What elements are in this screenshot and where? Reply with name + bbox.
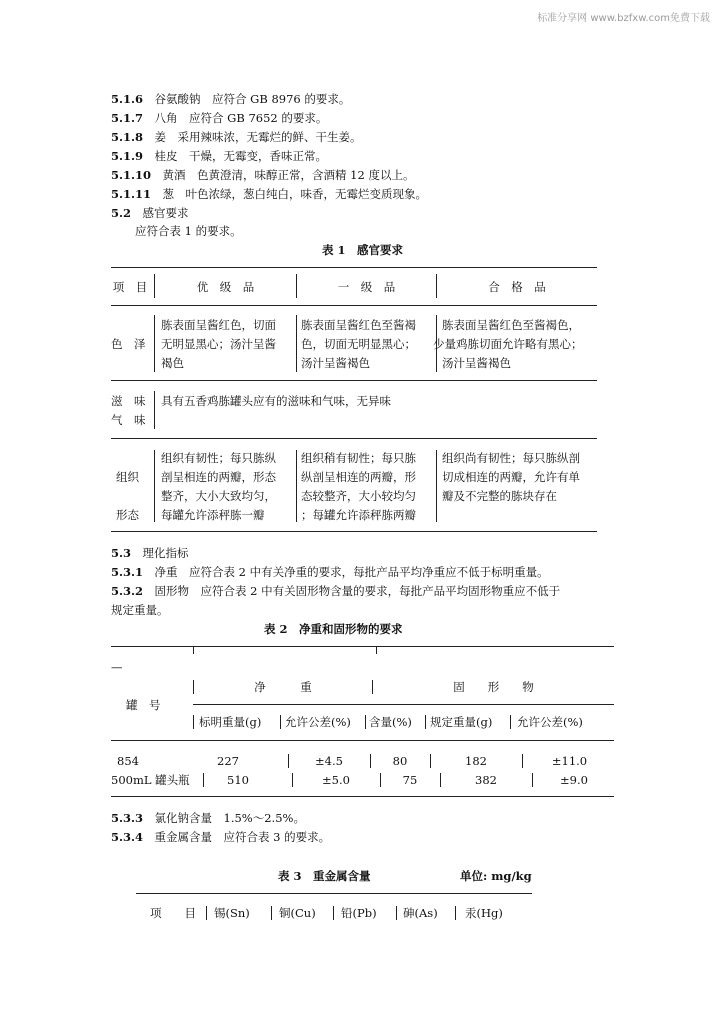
table1-header-item: 项 目 [112, 280, 148, 294]
table1-row-texture-qualified: 瓣及不完整的胨块存在 [442, 489, 557, 503]
clause-5-1-11: 5.1.11 葱 叶色浓绿，葱白纯白，味香，无霉烂变质现象。 [111, 187, 428, 201]
table2-row-divider [380, 773, 381, 787]
table2-row-500ml-tolerance: ±5.0 [322, 773, 350, 787]
table3-header-copper: 铜(Cu) [279, 906, 316, 920]
table2-row-divider [522, 754, 523, 768]
table1-row-color-premium: 褐色 [161, 356, 184, 370]
table2-row-854-content: 80 [392, 754, 408, 768]
table2-row-854-specified: 182 [465, 754, 487, 768]
table3-divider [206, 906, 207, 920]
table1-row-texture-premium: 整齐，大小大致均匀， [161, 489, 276, 503]
table1-row-texture-item: 组织 [116, 470, 139, 484]
table1-row-texture-first: 态较整齐，大小较均匀 [301, 489, 416, 503]
table2-tick [376, 646, 377, 654]
table2-sub-divider [510, 715, 511, 729]
table1-row-color-qualified: 少量鸡胨切面允许略有黑心； [433, 337, 583, 351]
section-5-3-heading: 5.3 理化指标 [111, 546, 189, 560]
table1-row-texture-qualified: 切成相连的两瓣，允许有单 [442, 470, 580, 484]
table2-caption: 表 2 净重和固形物的要求 [264, 622, 403, 636]
table2-dash: — [111, 660, 123, 674]
table1-row-color-qualified: 胨表面呈酱红色至酱褐色， [442, 318, 580, 332]
clause-5-3-2-cont: 规定重量。 [111, 603, 169, 617]
table1-row-texture-qualified: 组织尚有韧性；每只胨纵剖 [442, 451, 580, 465]
clause-5-1-7: 5.1.7 八角 应符合 GB 7652 的要求。 [111, 111, 328, 125]
table2-sub-divider [280, 715, 281, 729]
section-5-2-body: 应符合表 1 的要求。 [135, 224, 242, 238]
table2-top-rule [111, 646, 614, 647]
table2-sub-solids-tolerance: 允许公差(%) [517, 715, 583, 729]
table1-row-color-first: 色，切面无明显黑心； [301, 337, 416, 351]
clause-5-1-9: 5.1.9 桂皮 干燥，无霉变，香味正常。 [111, 149, 328, 163]
table2-row-854-code: 854 [117, 754, 139, 768]
table1-row-divider [154, 391, 155, 429]
table2-row-500ml-code: 500mL 罐头瓶 [111, 773, 190, 787]
table2-row-500ml-solids-tolerance: ±9.0 [560, 773, 588, 787]
table3-caption: 表 3 重金属含量 [278, 869, 371, 883]
table1-row-texture-premium: 剖呈相连的两瓣，形态 [161, 470, 276, 484]
table1-row-color-premium: 胨表面呈酱红色，切面 [161, 318, 276, 332]
table2-row-500ml-specified: 382 [475, 773, 497, 787]
table1-row-divider [436, 450, 437, 522]
table2-sub-specified-weight: 规定重量(g) [430, 715, 493, 729]
table1-row-color-qualified: 汤汁呈酱褐色 [442, 356, 511, 370]
section-5-2-heading: 5.2 感官要求 [111, 206, 189, 220]
clause-5-3-3: 5.3.3 氯化钠含量 1.5%～2.5%。 [111, 811, 305, 825]
table3-unit: 单位: mg/kg [460, 869, 532, 883]
table2-row-854-labeled: 227 [217, 754, 239, 768]
table1-row-divider [154, 450, 155, 522]
table2-sub-divider [365, 715, 366, 729]
table2-row-divider [532, 773, 533, 787]
table2-row-divider [430, 754, 431, 768]
table1-row-color-premium: 无明显黑心；汤汁呈酱 [161, 337, 276, 351]
table2-sub-divider [193, 715, 194, 729]
table1-row-rule [111, 380, 597, 381]
table1-caption: 表 1 感官要求 [322, 243, 404, 257]
table1-bottom-rule [111, 531, 597, 532]
table2-row-500ml-labeled: 510 [227, 773, 249, 787]
table2-group-solids: 固 形 物 [453, 680, 534, 694]
table1-row-texture-first: 组织稍有韧性；每只胨 [301, 451, 416, 465]
table3-header-tin: 锡(Sn) [214, 906, 250, 920]
table1-top-rule [111, 267, 597, 268]
table1-header-rule [111, 305, 597, 306]
table3-divider [455, 906, 456, 920]
table2-sub-labeled-weight: 标明重量(g) [199, 715, 262, 729]
table2-sub-divider [425, 715, 426, 729]
table3-header-arsenic: 砷(As) [403, 906, 438, 920]
table3-header-lead: 铅(Pb) [341, 906, 377, 920]
clause-5-3-1: 5.3.1 净重 应符合表 2 中有关净重的要求，每批产品平均净重应不低于标明重量。 [111, 565, 549, 579]
table1-row-taste-item: 滋 味 [111, 394, 146, 408]
table1-row-texture-first: 纵剖呈相连的两瓣，形 [301, 470, 416, 484]
table2-group-net-weight: 净 重 [254, 680, 312, 694]
table2-sub-content: 含量(%) [369, 715, 412, 729]
table1-row-texture-first: ；每罐允许添秤胨两瓣 [301, 508, 416, 522]
table1-header-premium: 优 级 品 [196, 280, 255, 294]
table1-row-taste-merged: 具有五香鸡胨罐头应有的滋味和气味，无异味 [161, 394, 391, 408]
table1-row-texture-item: 形态 [116, 508, 139, 522]
table1-row-divider [296, 315, 297, 372]
watermark: 标准分享网 www.bzfxw.com免费下载 [537, 13, 710, 24]
table2-sub-tolerance: 允许公差(%) [285, 715, 351, 729]
table3-header-mercury: 汞(Hg) [465, 906, 503, 920]
table1-row-color-first: 汤汁呈酱褐色 [301, 356, 370, 370]
table2-tick [193, 646, 194, 654]
table2-row-divider [203, 773, 204, 787]
clause-5-3-2: 5.3.2 固形物 应符合表 2 中有关固形物含量的要求，每批产品平均固形物重应不低于 [111, 584, 561, 598]
table1-row-divider [296, 450, 297, 522]
table2-stub: 罐 号 [126, 698, 161, 712]
table1-row-texture-premium: 组织有韧性；每只胨纵 [161, 451, 276, 465]
table1-row-texture-premium: 每罐允许添秤胨一瓣 [161, 508, 265, 522]
table2-header-rule [111, 740, 614, 741]
table3-top-rule [136, 893, 532, 894]
table2-row-854-tolerance: ±4.5 [315, 754, 343, 768]
table3-divider [396, 906, 397, 920]
table1-header-first: 一 级 品 [337, 280, 396, 294]
table1-row-rule [111, 438, 597, 439]
clause-5-1-10: 5.1.10 黄酒 色黄澄清，味醇正常，含酒精 12 度以上。 [111, 168, 415, 182]
table3-divider [333, 906, 334, 920]
table2-row-divider [292, 773, 293, 787]
table1-row-taste-item: 气 味 [111, 413, 146, 427]
table1-row-color-item: 色 泽 [111, 337, 146, 351]
table3-header-item: 项 目 [150, 906, 196, 920]
table1-row-divider [154, 315, 155, 372]
clause-5-3-4: 5.3.4 重金属含量 应符合表 3 的要求。 [111, 830, 331, 844]
clause-5-1-8: 5.1.8 姜 采用辣味浓，无霉烂的鲜、干生姜。 [111, 130, 362, 144]
table1-row-color-first: 胨表面呈酱红色至酱褐 [301, 318, 416, 332]
table2-row-divider [370, 754, 371, 768]
clause-5-1-6: 5.1.6 谷氨酸钠 应符合 GB 8976 的要求。 [111, 92, 351, 106]
table2-row-divider [288, 754, 289, 768]
table2-row-500ml-content: 75 [402, 773, 418, 787]
table3-divider [271, 906, 272, 920]
table2-row-854-solids-tolerance: ±11.0 [551, 754, 588, 768]
table1-header-qualified: 合 格 品 [488, 280, 546, 294]
table2-row-divider [440, 773, 441, 787]
table2-bottom-rule [111, 796, 614, 797]
table2-group-rule [193, 704, 614, 705]
